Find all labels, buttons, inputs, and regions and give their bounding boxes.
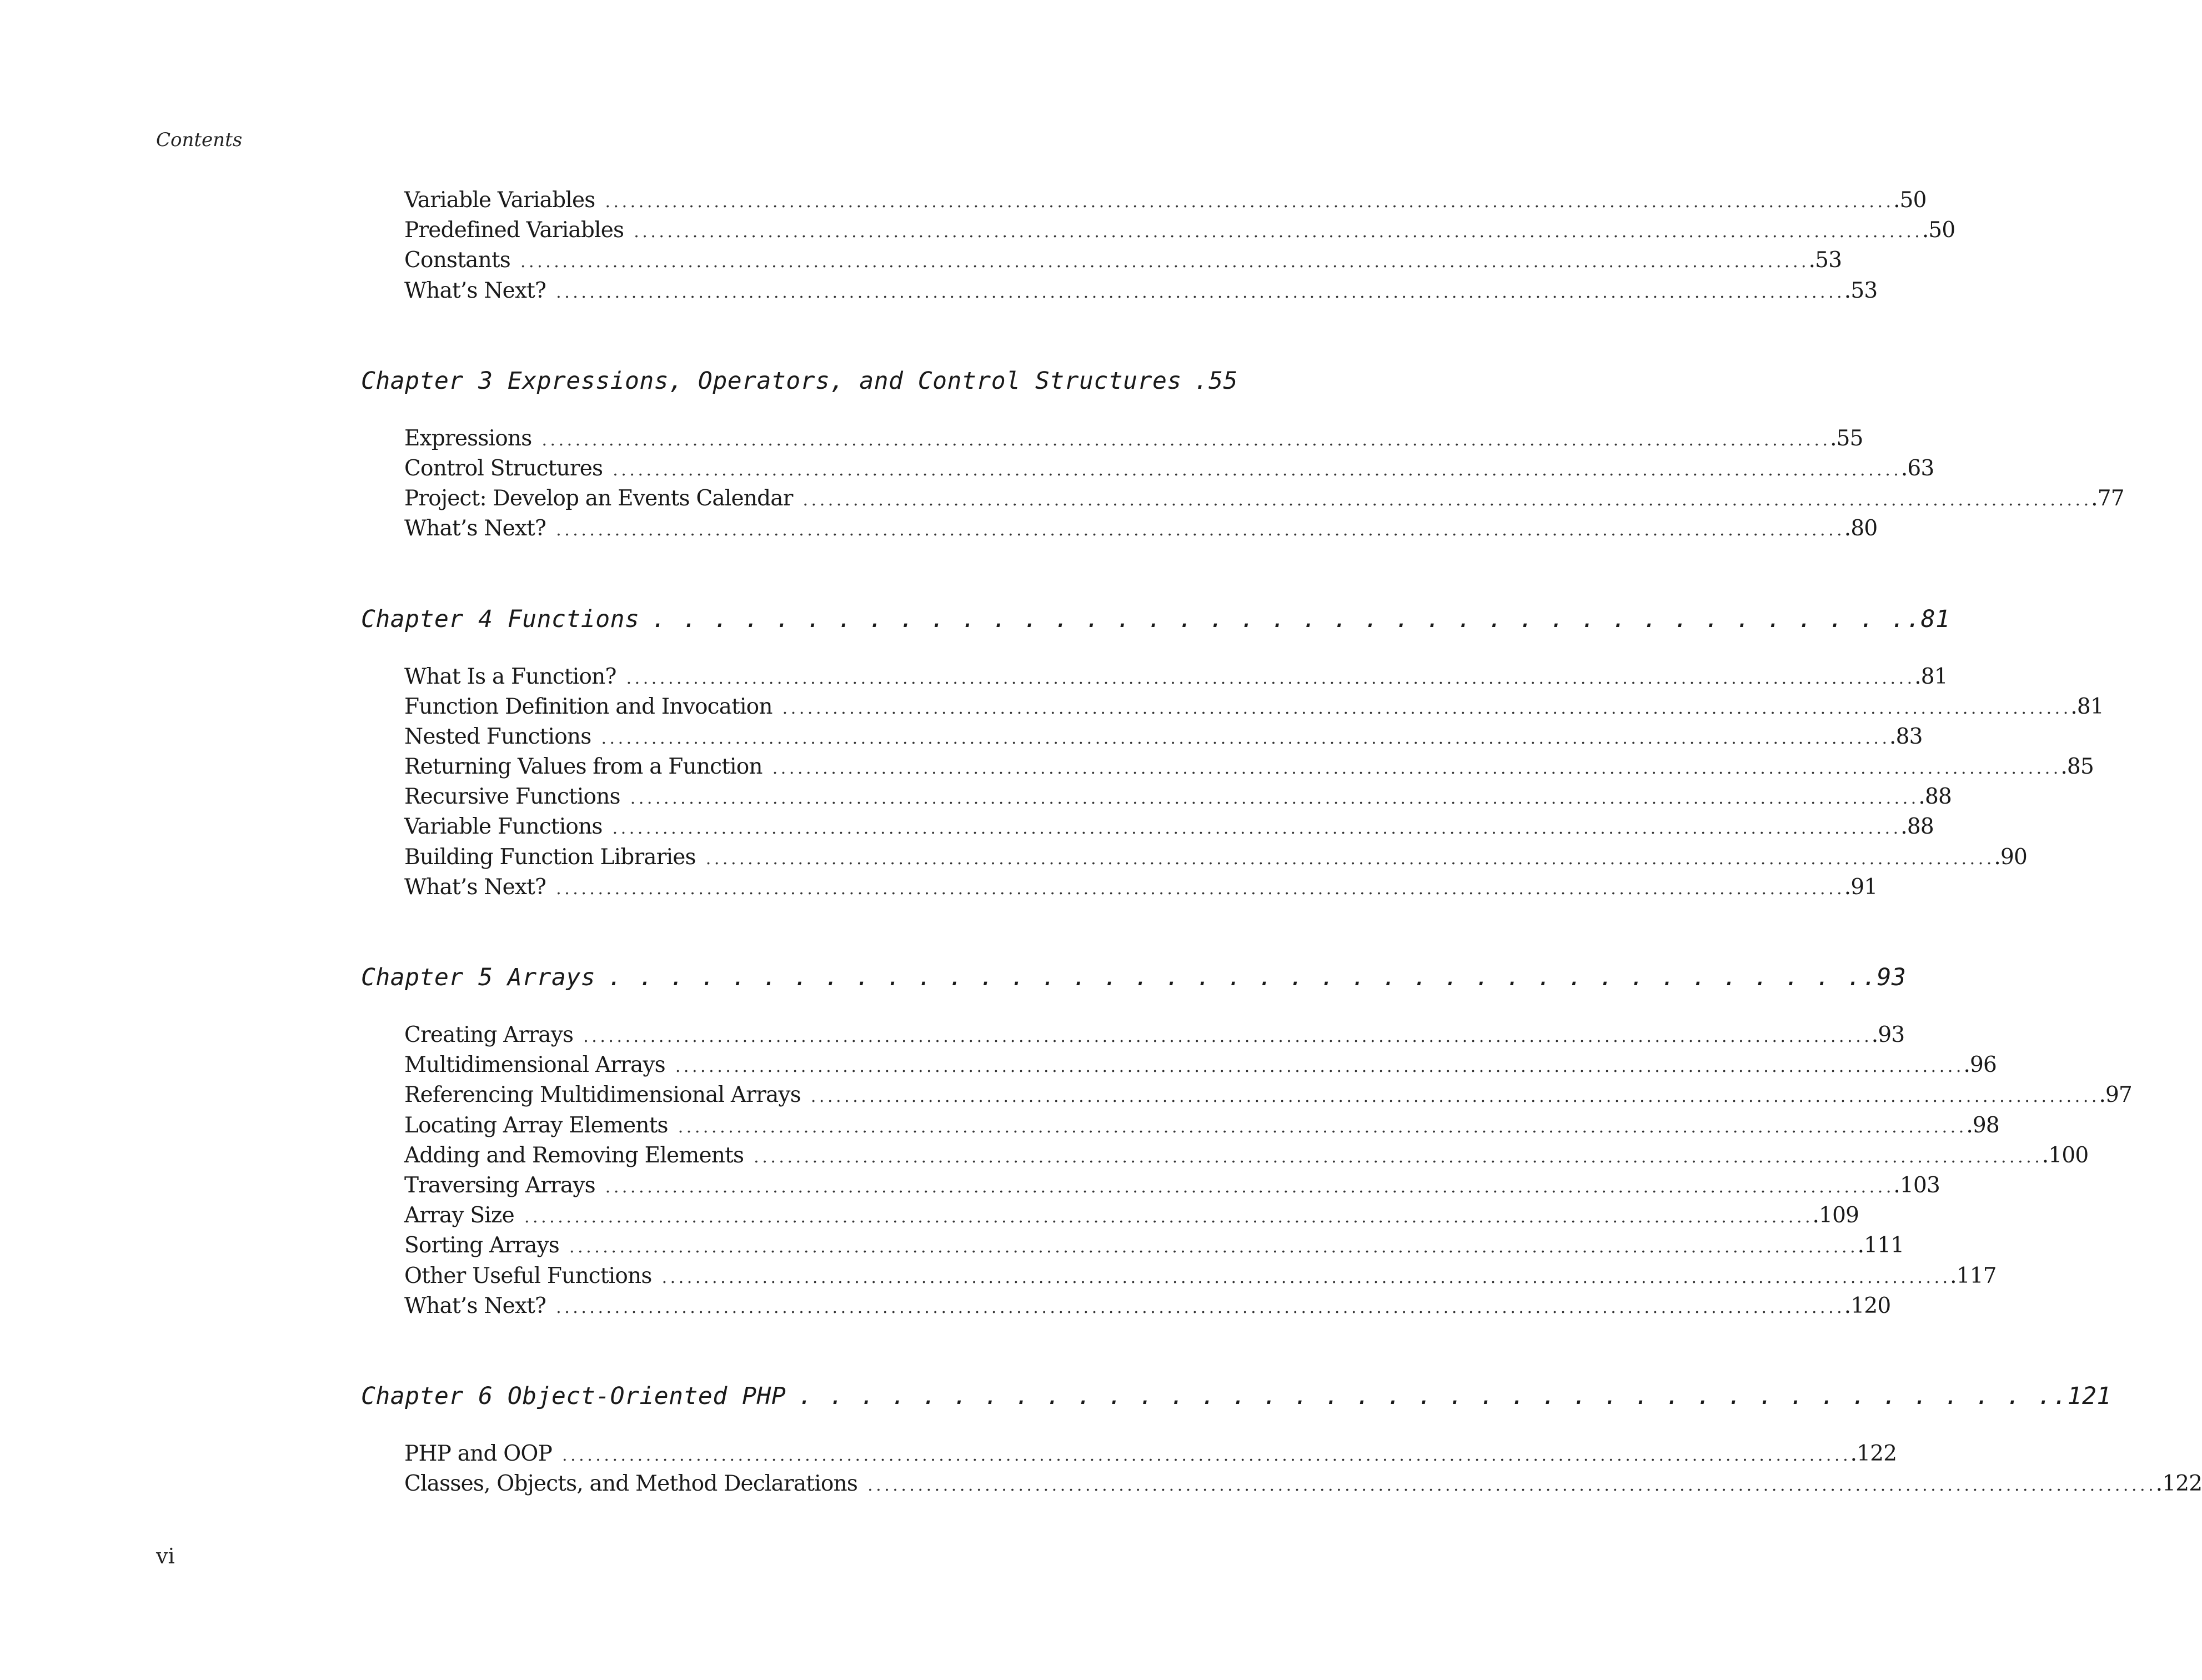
dot-leader: [783, 699, 2068, 718]
dot-leader: [630, 789, 1915, 808]
dot-leader: [556, 520, 1841, 540]
toc-entry[interactable]: [404, 1233, 1904, 1263]
chapter-title: Chapter 5 Arrays: [361, 964, 596, 991]
toc-entry-page: .93: [1871, 1022, 1905, 1047]
dot-leader: [811, 1087, 2096, 1106]
toc-entry-title: Returning Values from a Function: [404, 754, 763, 780]
chapter-page: .81: [1906, 605, 1950, 633]
toc-entry-page: .55: [1830, 425, 1863, 451]
toc-entry[interactable]: [404, 754, 2094, 784]
toc-entry-title: What Is a Function?: [404, 664, 616, 689]
toc-entry-page: .81: [2070, 694, 2104, 719]
chapter-page: .93: [1862, 964, 1907, 991]
dot-leader: [803, 490, 2088, 510]
dot-leader: [556, 283, 1841, 302]
toc-entry-title: Control Structures: [404, 455, 603, 481]
toc-entry[interactable]: [404, 1172, 1940, 1203]
toc-entry-page: .117: [1950, 1263, 1997, 1288]
dot-leader: [556, 879, 1841, 899]
dot-leader: [613, 460, 1898, 480]
dot-leader: [608, 964, 1862, 991]
running-head: Contents: [156, 129, 243, 151]
toc-entry[interactable]: [404, 1022, 1905, 1052]
chapter-heading-4[interactable]: [361, 605, 1950, 639]
toc-entry-title: Variable Variables: [404, 188, 595, 213]
toc-entry-page: .109: [1812, 1203, 1859, 1228]
toc-entry-page: .85: [2060, 754, 2094, 780]
dot-leader: [754, 1147, 2039, 1167]
toc-entry-title: Function Definition and Invocation: [404, 694, 773, 719]
toc-entry[interactable]: [404, 1263, 1997, 1293]
toc-entry[interactable]: [404, 784, 1952, 814]
toc-entry-page: .103: [1893, 1172, 1940, 1198]
toc-entry-page: .53: [1844, 278, 1878, 303]
toc-entry[interactable]: [404, 1142, 2089, 1173]
toc-entry-title: Creating Arrays: [404, 1022, 574, 1047]
toc-entry-page: .81: [1914, 664, 1948, 689]
toc-entry-title: Constants: [404, 248, 510, 273]
toc-entry[interactable]: [404, 1441, 1897, 1471]
toc-entry-title: Traversing Arrays: [404, 1172, 595, 1198]
dot-leader: [675, 1057, 1960, 1076]
page-number: vi: [156, 1544, 175, 1568]
chapter-heading-6[interactable]: [361, 1382, 2111, 1416]
toc-entry-title: Predefined Variables: [404, 218, 624, 243]
dot-leader: [706, 849, 1991, 869]
toc-entry-title: What’s Next?: [404, 278, 546, 303]
toc-entry-page: .77: [2091, 486, 2124, 511]
chapter-title: Chapter 6 Object-Oriented PHP: [361, 1382, 786, 1410]
table-of-contents: [361, 188, 2202, 1501]
chapter-title: Chapter 3 Expressions, Operators, and Control Structures: [361, 367, 1182, 395]
dot-leader: [562, 1446, 1847, 1465]
toc-entry-page: .88: [1918, 784, 1952, 810]
toc-entry[interactable]: [404, 1112, 1999, 1143]
chapter-heading-3[interactable]: [361, 367, 1238, 400]
toc-entry-title: Referencing Multidimensional Arrays: [404, 1082, 801, 1108]
dot-leader: [556, 1298, 1841, 1317]
toc-entry[interactable]: [404, 874, 1878, 905]
toc-entry[interactable]: [404, 218, 1955, 248]
toc-entry-page: .80: [1844, 516, 1878, 541]
toc-entry-page: .96: [1963, 1052, 1997, 1078]
toc-entry[interactable]: [404, 1471, 2202, 1501]
toc-entry-page: .122: [1850, 1441, 1897, 1466]
toc-entry[interactable]: [404, 248, 1842, 278]
toc-entry-page: .100: [2042, 1142, 2089, 1168]
toc-block-continued: [361, 188, 1955, 308]
toc-entry[interactable]: [404, 516, 1878, 546]
toc-entry-title: Expressions: [404, 425, 532, 451]
toc-entry[interactable]: [404, 1293, 1891, 1323]
toc-entry-title: Other Useful Functions: [404, 1263, 652, 1288]
dot-leader: [569, 1237, 1854, 1257]
dot-leader: [613, 819, 1898, 838]
toc-entry-title: Adding and Removing Elements: [404, 1142, 744, 1168]
chapter-title: Chapter 4 Functions: [361, 605, 640, 633]
dot-leader: [583, 1027, 1868, 1046]
toc-entry[interactable]: [404, 844, 2027, 875]
dot-leader: [798, 1382, 2053, 1410]
toc-entry-title: Array Size: [404, 1203, 514, 1228]
toc-entry-title: Project: Develop an Events Calendar: [404, 486, 793, 511]
toc-entry-title: Building Function Libraries: [404, 844, 696, 870]
toc-entry-page: .88: [1900, 814, 1934, 840]
dot-leader: [626, 669, 1912, 688]
toc-entry[interactable]: [404, 455, 1934, 486]
toc-entry-page: .83: [1889, 724, 1923, 749]
dot-leader: [524, 1207, 1809, 1227]
dot-leader: [678, 1117, 1963, 1137]
chapter-6-entries: [361, 1441, 2202, 1501]
chapter-4-entries: [361, 664, 2104, 905]
dot-leader: [651, 605, 1906, 633]
dot-leader: [867, 1476, 2153, 1495]
toc-entry-title: Recursive Functions: [404, 784, 620, 810]
chapter-heading-5[interactable]: [361, 964, 1907, 997]
dot-leader: [773, 759, 2058, 778]
toc-entry-page: .122: [2155, 1471, 2202, 1497]
toc-entry-title: PHP and OOP: [404, 1441, 553, 1466]
toc-entry[interactable]: [404, 724, 1923, 754]
toc-entry-page: .98: [1966, 1112, 1999, 1138]
toc-entry-title: What’s Next?: [404, 874, 546, 900]
toc-entry-title: Locating Array Elements: [404, 1112, 668, 1138]
dot-leader: [605, 1177, 1890, 1197]
toc-entry-page: .111: [1857, 1233, 1904, 1258]
dot-leader: [634, 222, 1919, 242]
toc-entry[interactable]: [404, 1082, 2133, 1112]
dot-leader: [601, 729, 1886, 748]
chapter-5-entries: [361, 1022, 2133, 1323]
toc-entry[interactable]: [404, 188, 1927, 218]
chapter-page: .55: [1193, 367, 1238, 395]
toc-entry-page: .50: [1922, 218, 1955, 243]
dot-leader: [605, 192, 1890, 212]
chapter-page: .121: [2053, 1382, 2111, 1410]
toc-entry-page: .91: [1844, 874, 1878, 900]
toc-entry-page: .90: [1994, 844, 2027, 870]
toc-entry[interactable]: [404, 1203, 1859, 1233]
toc-entry-page: .50: [1893, 188, 1927, 213]
dot-leader: [520, 252, 1805, 272]
toc-entry[interactable]: [404, 664, 1948, 694]
dot-leader: [541, 430, 1827, 450]
toc-entry-title: Sorting Arrays: [404, 1233, 560, 1258]
toc-entry-page: .120: [1844, 1293, 1891, 1318]
toc-entry-page: .63: [1900, 455, 1934, 481]
toc-entry[interactable]: [404, 486, 2124, 516]
toc-entry-title: Multidimensional Arrays: [404, 1052, 665, 1078]
toc-entry[interactable]: [404, 278, 1878, 308]
toc-entry-title: What’s Next?: [404, 516, 546, 541]
toc-entry-title: Variable Functions: [404, 814, 603, 840]
dot-leader: [662, 1268, 1947, 1287]
toc-entry-page: .53: [1808, 248, 1842, 273]
toc-entry[interactable]: [404, 694, 2104, 724]
toc-entry-title: Nested Functions: [404, 724, 591, 749]
toc-entry-page: .97: [2099, 1082, 2133, 1108]
toc-entry-title: Classes, Objects, and Method Declarations: [404, 1471, 858, 1497]
toc-entry[interactable]: [404, 425, 1863, 456]
chapter-3-entries: [361, 425, 2124, 546]
toc-entry[interactable]: [404, 814, 1934, 844]
toc-entry[interactable]: [404, 1052, 1997, 1082]
toc-entry-title: What’s Next?: [404, 1293, 546, 1318]
